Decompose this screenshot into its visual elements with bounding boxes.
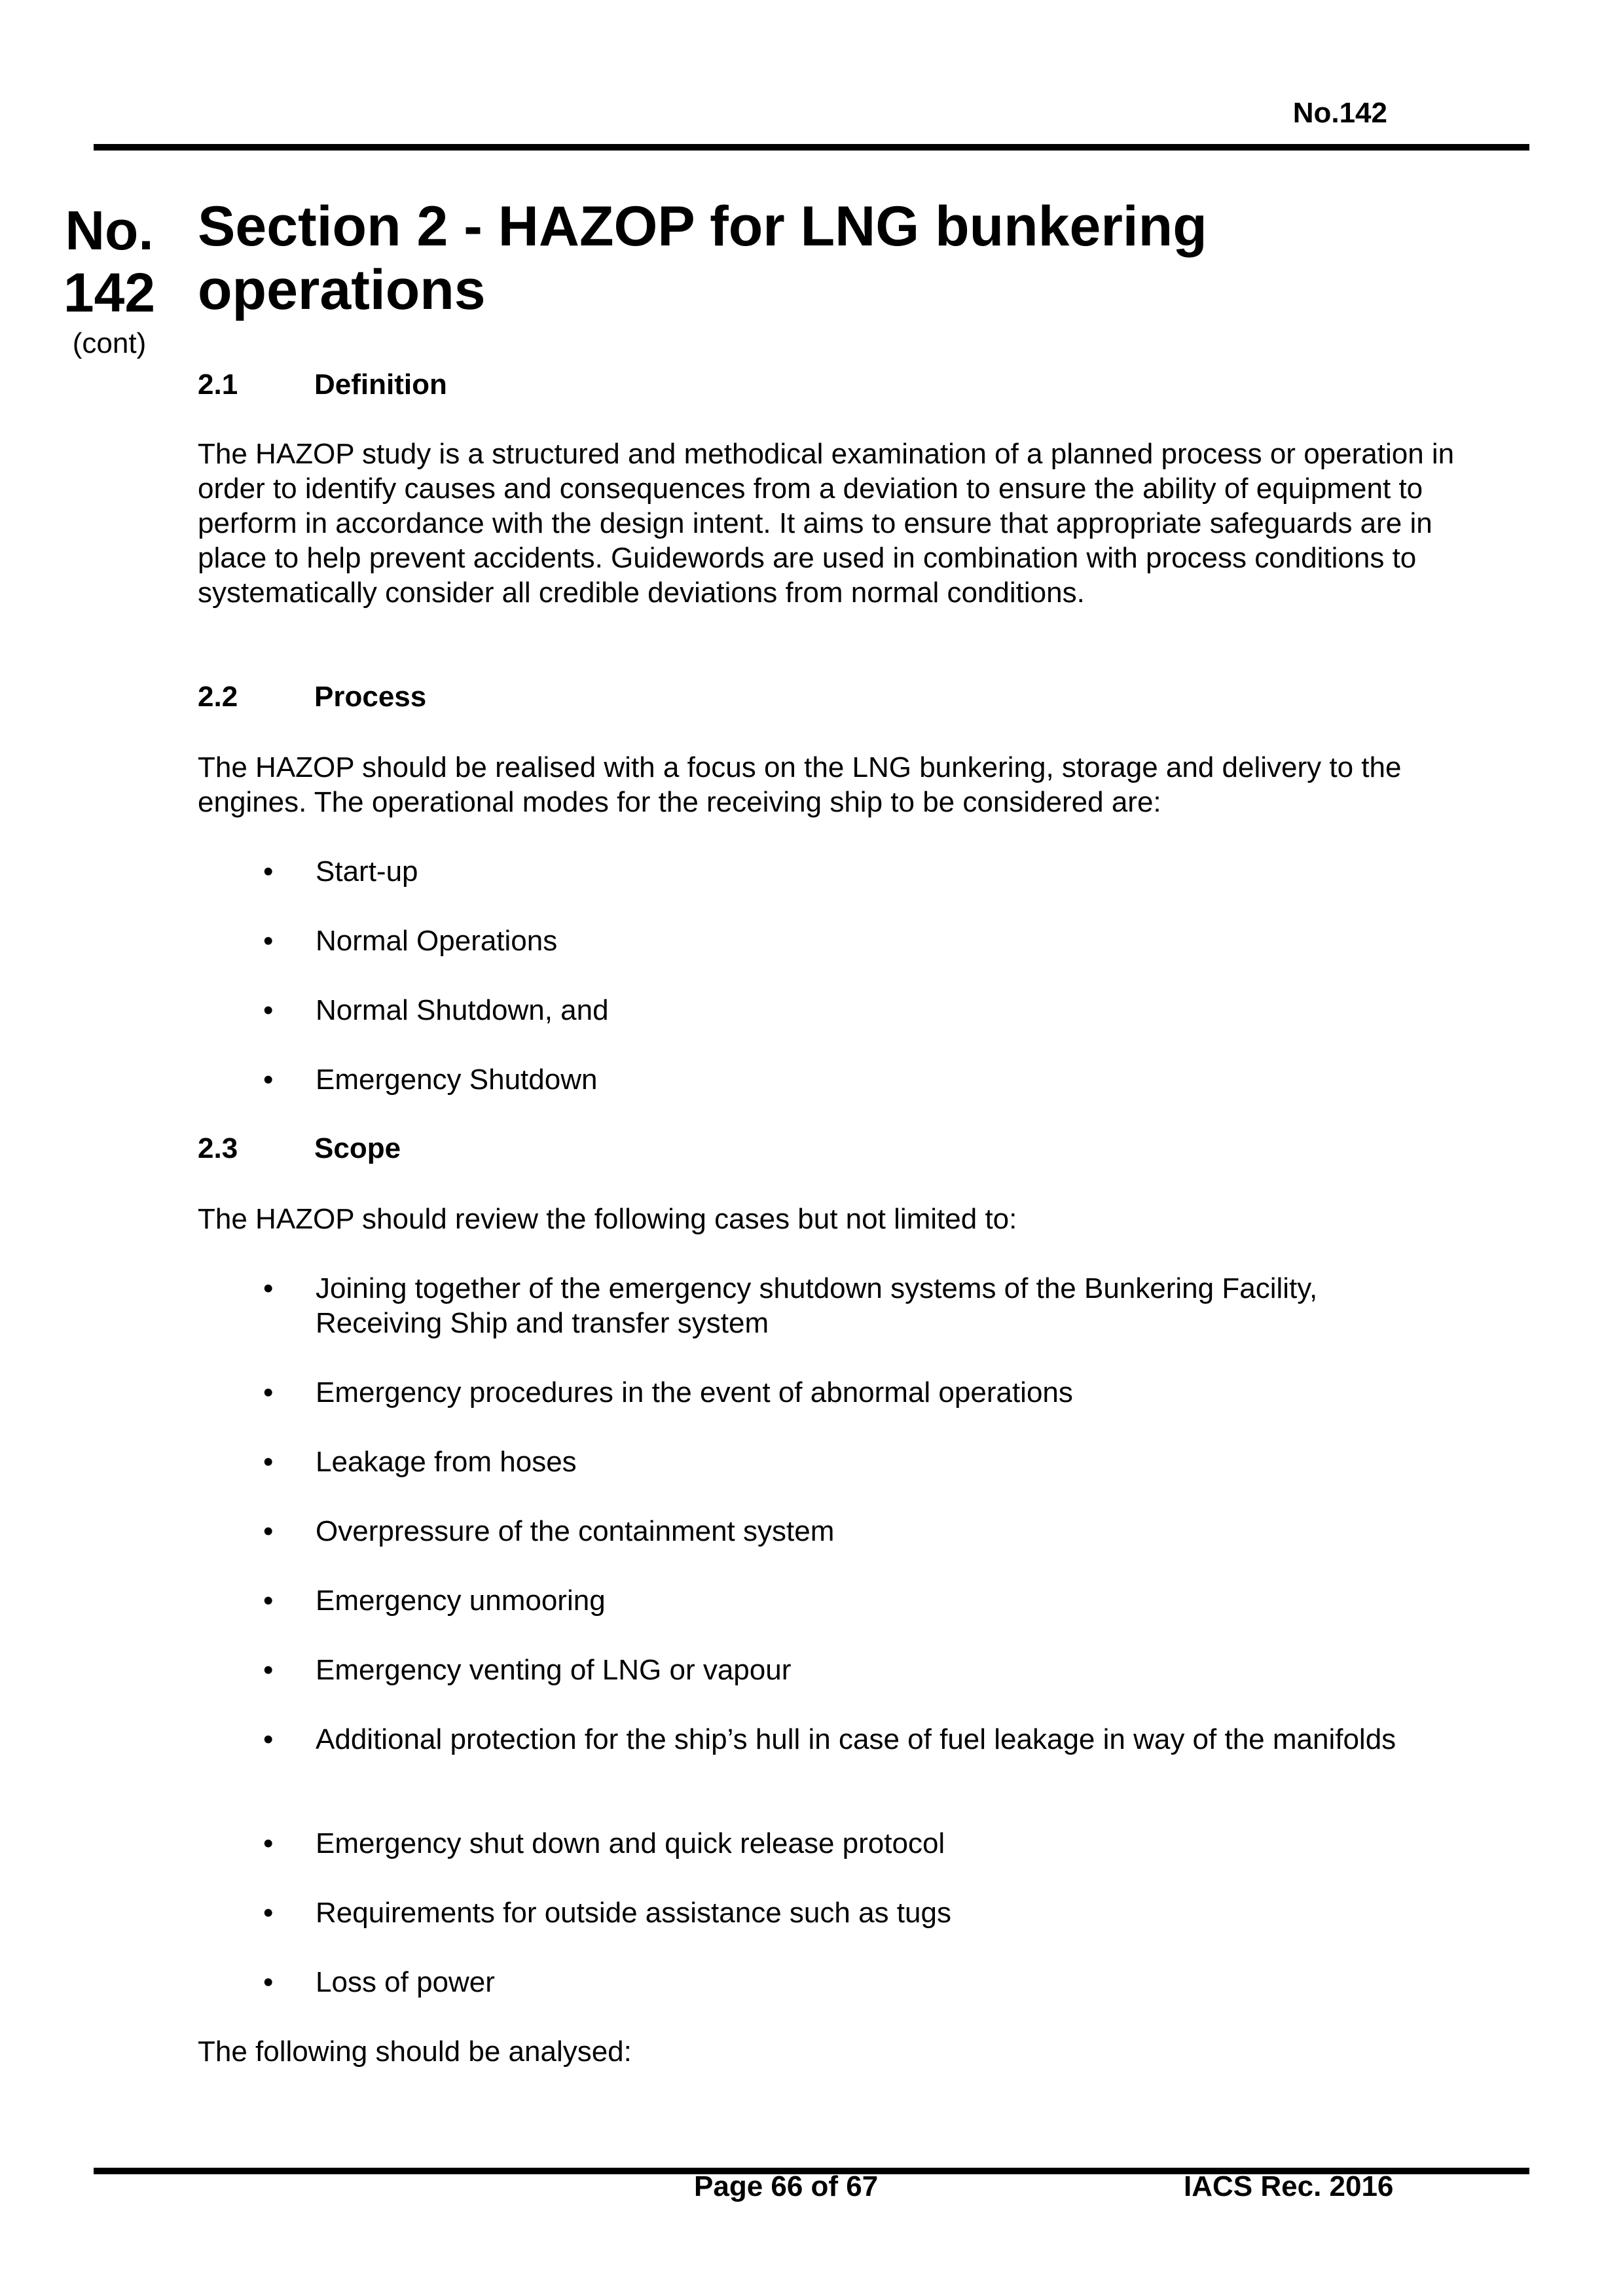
scope-paragraph: The HAZOP should review the following cases but not limited to:: [198, 1203, 1017, 1235]
subsection-heading-process: [198, 681, 426, 713]
subsection-heading-definition: [198, 368, 447, 401]
header-rule: [94, 144, 1529, 151]
process-paragraph: The HAZOP should be realised with a focus on the LNG bunkering, storage and delivery to the engines. The operational modes for the receiving ship to be considered are:: [198, 751, 1402, 818]
bullet-icon: •: [263, 1827, 274, 1859]
list-item: • Overpressure of the containment system: [263, 1515, 835, 1547]
bullet-icon: •: [263, 1723, 274, 1755]
bullet-icon: •: [263, 1272, 274, 1304]
bullet-icon: •: [263, 925, 274, 957]
bullet-icon: •: [263, 1654, 274, 1686]
bullet-icon: •: [263, 1064, 274, 1096]
list-item: • Emergency venting of LNG or vapour: [263, 1654, 792, 1686]
list-item: • Additional protection for the ship’s hull in case of fuel leakage in way of the manifolds: [263, 1723, 1396, 1755]
side-marker-number: 142: [63, 262, 156, 323]
subsection-number: 2.2: [198, 681, 238, 713]
list-item: • Emergency Shutdown: [263, 1064, 598, 1096]
bullet-icon: •: [263, 1446, 274, 1478]
subsection-number: 2.1: [198, 368, 238, 401]
side-marker-cont: (cont): [72, 327, 147, 359]
list-item: • Emergency unmooring: [263, 1585, 606, 1617]
subsection-heading-scope: [198, 1132, 401, 1165]
list-item: • Normal Operations: [263, 925, 558, 957]
list-item: • Loss of power: [263, 1966, 495, 1998]
definition-paragraph: The HAZOP study is a structured and methodical examination of a planned process or operation in order to identify causes and consequences from a deviation to ensure the ability of equipment to perform in accordance with the design intent. It aims to ensure that appropriate safeguards are in place to help prevent accidents. Guidewords are used in combination with process conditions to systematically consider all credible deviations from normal conditions.: [198, 438, 1455, 609]
footer-reference: IACS Rec. 2016: [1184, 2170, 1394, 2202]
bullet-icon: •: [263, 1966, 274, 1998]
header-doc-number: No.142: [1292, 97, 1387, 129]
bullet-icon: •: [263, 1376, 274, 1408]
list-item: • Emergency procedures in the event of abnormal operations: [263, 1376, 1073, 1408]
list-item: • Normal Shutdown, and: [263, 994, 609, 1026]
bullet-icon: •: [263, 1585, 274, 1617]
subsection-title: Scope: [314, 1132, 401, 1164]
footer-page-number: Page 66 of 67: [694, 2170, 879, 2202]
closing-paragraph: The following should be analysed:: [198, 2036, 632, 2068]
list-item: • Joining together of the emergency shutdown systems of the Bunkering Facility, Receiving Ship and transfer system: [263, 1272, 1318, 1339]
list-item: • Start-up: [263, 855, 418, 888]
bullet-icon: •: [263, 855, 274, 888]
subsection-title: Process: [314, 681, 427, 713]
subsection-number: 2.3: [198, 1132, 238, 1164]
bullet-icon: •: [263, 994, 274, 1026]
section-title: Section 2 - HAZOP for LNG bunkering operations: [198, 195, 1207, 321]
list-item: • Emergency shut down and quick release protocol: [263, 1827, 945, 1859]
subsection-title: Definition: [314, 368, 447, 401]
list-item: • Leakage from hoses: [263, 1446, 577, 1478]
side-marker-no: No.: [65, 200, 154, 261]
bullet-icon: •: [263, 1897, 274, 1929]
list-item: • Requirements for outside assistance such as tugs: [263, 1897, 951, 1929]
bullet-icon: •: [263, 1515, 274, 1547]
